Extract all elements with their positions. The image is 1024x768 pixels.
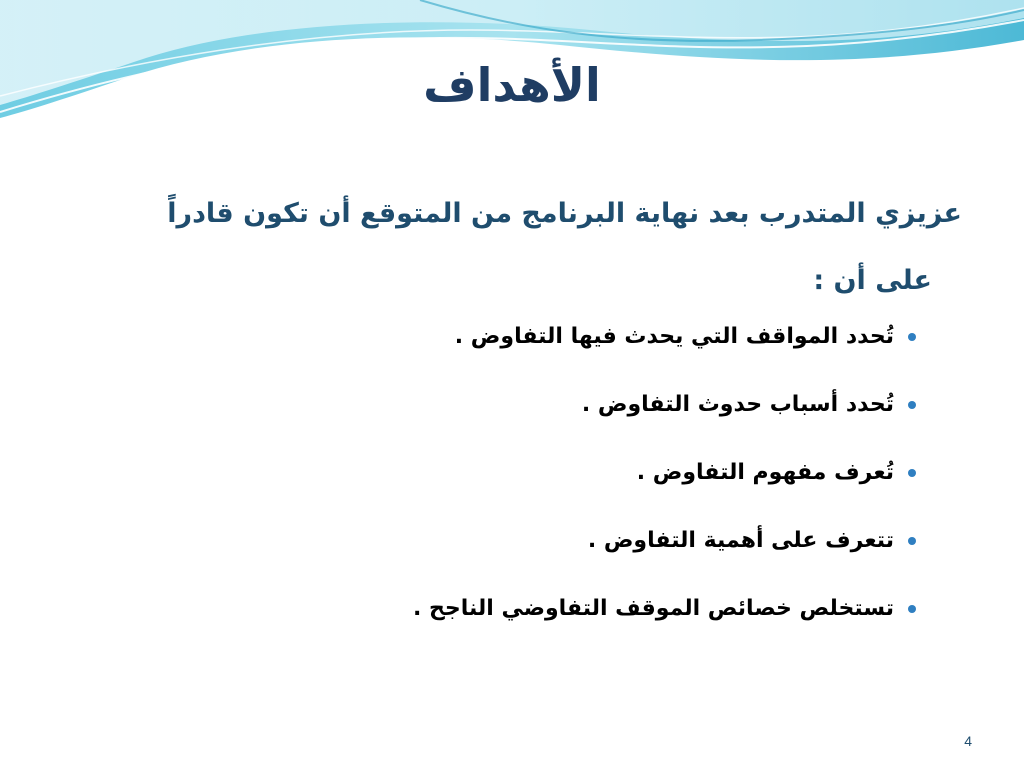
list-item-text: تتعرف على أهمية التفاوض . [587,528,894,553]
list-item-text: تُحدد أسباب حدوث التفاوض . [581,392,894,417]
page-number: 4 [964,733,972,749]
list-item-text: تستخلص خصائص الموقف التفاوضي الناجح . [413,596,894,621]
bullet-dot-icon [908,401,916,409]
list-item [194,524,894,557]
intro-paragraph [57,180,962,314]
list-item [194,592,894,625]
bullet-dot-icon [908,605,916,613]
bullet-dot-icon [908,333,916,341]
intro-line-2: على أن : [813,265,932,296]
slide-title: الأهداف [423,58,601,112]
list-item-text: تُحدد المواقف التي يحدث فيها التفاوض . [454,324,894,349]
objectives-list [194,320,894,660]
intro-line-1: عزيزي المتدرب بعد نهاية البرنامج من المتوقع أن تكون قادراً [167,198,962,229]
list-item [194,320,894,353]
list-item [194,456,894,489]
list-item-text: تُعرف مفهوم التفاوض . [636,460,894,485]
bullet-dot-icon [908,469,916,477]
bullet-dot-icon [908,537,916,545]
list-item [194,388,894,421]
